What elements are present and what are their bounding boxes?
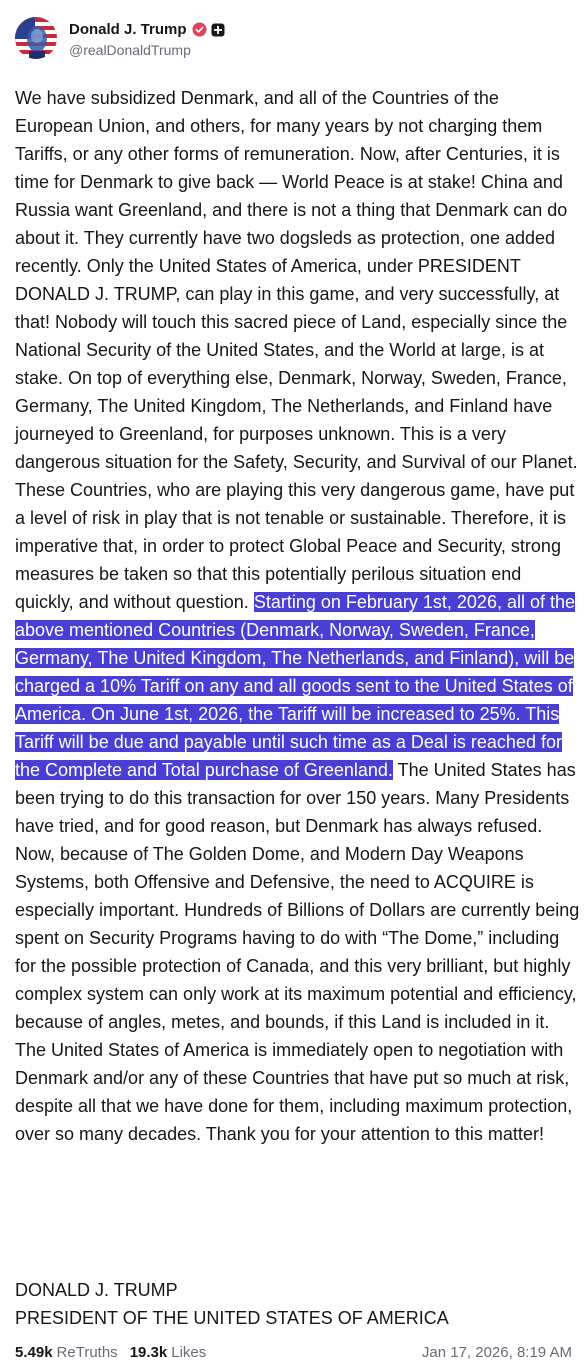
plus-badge-icon bbox=[211, 23, 225, 37]
author-handle[interactable]: @realDonaldTrump bbox=[69, 41, 191, 58]
signature-name: DONALD J. TRUMP bbox=[15, 1280, 178, 1300]
signature-title: PRESIDENT OF THE UNITED STATES OF AMERICA bbox=[15, 1308, 449, 1328]
avatar-image bbox=[15, 17, 57, 59]
post-timestamp[interactable]: Jan 17, 2026, 8:19 AM bbox=[421, 1343, 572, 1361]
post-text-before: We have subsidized Denmark, and all of the Countries of the European Union, and others, for many years by not charging them Tariffs, or any other forms of remuneration. Now, after Centuries, it is time for Denmark to give back — World Peace is at stake! China and Russia want Greenland, and there is not a thing that Denmark can do about it. They currently have two dogsleds as protection, one added recently. Only the United States of America, under PRESIDENT DONALD J. TRUMP, can play in this game, and very successfully, at that! Nobody will touch this sacred piece of Land, especially since the National Security of the United States, and the World at large, is at stake. On top of everything else, Denmark, Norway, Sweden, France, Germany, The United Kingdom, The Netherlands, and Finland have journeyed to Greenland, for purposes unknown. This is a very dangerous situation for the Safety, Security, and Survival of our Planet. These Countries, who are playing this very dangerous game, have put a level of risk in play that is not tenable or sustainable. Therefore, it is imperative that, in order to protect Global Peace and Security, strong measures be taken so that this potentially perilous situation end quickly, and without question. bbox=[15, 88, 578, 612]
post-text-highlighted: Starting on February 1st, 2026, all of the above mentioned Countries (Denmark, Norway, Sweden, France, Germany, The United Kingdom, The Netherlands, and Finland), will be charged a 10% Tariff on any and all goods sent to the United States of America. On June 1st, 2026, the Tariff will be increased to 25%. This Tariff will be due and payable until such time as a Deal is reached for the Complete and Total purchase of Greenland. bbox=[15, 592, 575, 780]
likes-label: Likes bbox=[171, 1343, 207, 1361]
retruths-label: ReTruths bbox=[56, 1343, 118, 1361]
retruths-count: 5.49k bbox=[15, 1343, 53, 1361]
post-header bbox=[15, 16, 225, 60]
post-signature bbox=[15, 1276, 449, 1332]
author-identity bbox=[69, 19, 225, 58]
post-text-after: The United States has been trying to do this transaction for over 150 years. Many Presidents have tried, and for good reason, but Denmark has always refused. Now, because of The Golden Dome, and Modern Day Weapons Systems, both Offensive and Defensive, the need to ACQUIRE is especially important. Hundreds of Billions of Dollars are currently being spent on Security Programs having to do with “The Dome,” including for the possible protection of Canada, and this very brilliant, but highly complex system can only work at its maximum potential and efficiency, because of angles, metes, and bounds, if this Land is included in it. The United States of America is immediately open to negotiation with Denmark and/or any of these Countries that have put so much at risk, despite all that we have done for them, including maximum protection, over so many decades. Thank you for your attention to this matter! bbox=[15, 760, 580, 1144]
post-body bbox=[15, 84, 580, 1148]
avatar[interactable] bbox=[15, 17, 57, 59]
likes-stat[interactable] bbox=[130, 1344, 207, 1361]
name-row bbox=[69, 19, 225, 41]
verified-check-icon bbox=[192, 22, 207, 37]
author-display-name[interactable]: Donald J. Trump bbox=[69, 21, 187, 38]
likes-count: 19.3k bbox=[129, 1343, 168, 1361]
post-footer bbox=[15, 1340, 572, 1364]
retruths-stat[interactable] bbox=[15, 1344, 118, 1361]
